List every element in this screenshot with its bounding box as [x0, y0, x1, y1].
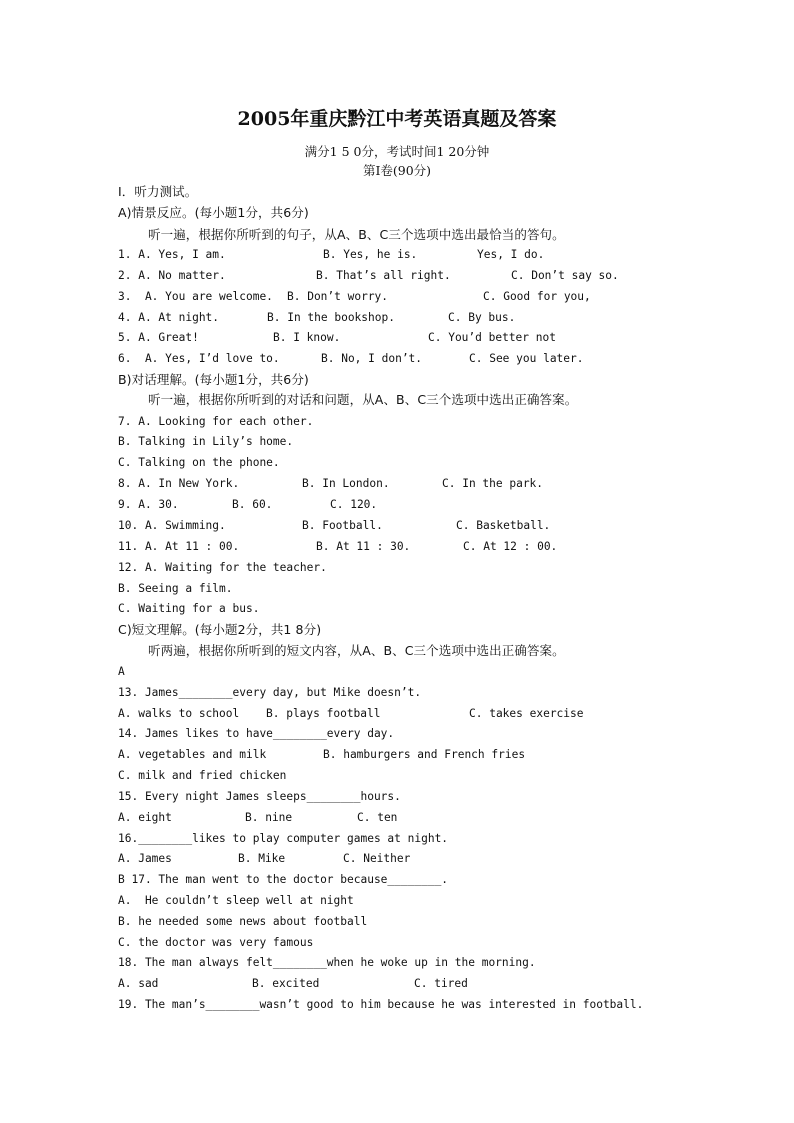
q17-option-c: C. the doctor was very famous [118, 936, 314, 949]
q17-stem: B 17. The man went to the doctor because________. [118, 873, 449, 886]
q16-option-b: B. Mike [238, 852, 286, 865]
q18-option-c: C. tired [414, 977, 468, 990]
q1-option-c: Yes, I do. [477, 248, 545, 261]
passage-a-label: A [118, 665, 125, 678]
q11-option-c: C. At 12 : 00. [463, 540, 558, 553]
q8-option-a: 8. A. In New York. [118, 477, 240, 490]
q7-option-b: B. Talking in Lily’s home. [118, 435, 294, 448]
part-c-instruction: 听两遍，根据你所听到的短文内容，从A、B、C三个选项中选出正确答案。 [148, 643, 565, 658]
q12-option-b: B. Seeing a film. [118, 582, 233, 595]
q15-option-b: B. nine [245, 811, 293, 824]
q18-option-a: A. sad [118, 977, 159, 990]
q15-stem: 15. Every night James sleeps________hours. [118, 790, 401, 803]
q2-option-b: B. That’s all right. [316, 269, 451, 282]
q10-option-a: 10. A. Swimming. [118, 519, 226, 532]
q13-stem: 13. James________every day, but Mike doesn’t. [118, 686, 422, 699]
q14-option-c: C. milk and fried chicken [118, 769, 287, 782]
q12-option-a: 12. A. Waiting for the teacher. [118, 561, 327, 574]
q14-stem: 14. James likes to have________every day. [118, 727, 395, 740]
q9-option-b: B. 60. [232, 498, 273, 511]
q7-option-c: C. Talking on the phone. [118, 456, 280, 469]
q2-option-a: 2. A. No matter. [118, 269, 226, 282]
part-b-instruction: 听一遍，根据你所听到的对话和问题，从A、B、C三个选项中选出正确答案。 [148, 392, 578, 407]
q7-option-a: 7. A. Looking for each other. [118, 415, 314, 428]
q15-option-a: A. eight [118, 811, 172, 824]
volume-heading: 第Ⅰ卷(90分) [362, 163, 432, 178]
q11-option-b: B. At 11 : 30. [316, 540, 411, 553]
q9-option-c: C. 120. [330, 498, 378, 511]
q18-stem: 18. The man always felt________when he woke up in the morning. [118, 956, 536, 969]
q6-option-b: B. No, I don’t. [321, 352, 423, 365]
q19-stem: 19. The man’s________wasn’t good to him because he was interested in football. [118, 998, 644, 1011]
q6-option-c: C. See you later. [469, 352, 584, 365]
q3-option-c: C. Good for you, [483, 290, 591, 303]
document-title: 2005年重庆黔江中考英语真题及答案 [237, 108, 557, 130]
q11-option-a: 11. A. At 11 : 00. [118, 540, 240, 553]
q18-option-b: B. excited [252, 977, 320, 990]
q4-option-c: C. By bus. [448, 311, 516, 324]
q4-option-a: 4. A. At night. [118, 311, 220, 324]
q16-option-a: A. James [118, 852, 172, 865]
q16-stem: 16.________likes to play computer games at night. [118, 832, 449, 845]
section-heading: Ⅰ．听力测试。 [118, 184, 198, 199]
q5-option-c: C. You’d better not [428, 331, 556, 344]
q10-option-b: B. Football. [302, 519, 383, 532]
q5-option-a: 5. A. Great! [118, 331, 199, 344]
part-c-heading: C)短文理解。(每小题2分，共1 8分) [118, 622, 322, 637]
q14-option-a: A. vegetables and milk [118, 748, 267, 761]
q3-option-b: B. Don’t worry. [287, 290, 389, 303]
q8-option-b: B. In London. [302, 477, 390, 490]
q13-option-c: C. takes exercise [469, 707, 584, 720]
q6-option-a: 6. A. Yes, I’d love to. [118, 352, 280, 365]
q9-option-a: 9. A. 30. [118, 498, 179, 511]
q4-option-b: B. In the bookshop. [267, 311, 395, 324]
score-time-line: 满分1 5 0分，考试时间1 20分钟 [304, 144, 490, 159]
q1-option-a: 1. A. Yes, I am. [118, 248, 226, 261]
q17-option-a: A. He couldn’t sleep well at night [118, 894, 354, 907]
q13-option-b: B. plays football [266, 707, 381, 720]
q12-option-c: C. Waiting for a bus. [118, 602, 260, 615]
q10-option-c: C. Basketball. [456, 519, 551, 532]
q1-option-b: B. Yes, he is. [323, 248, 418, 261]
q2-option-c: C. Don’t say so. [511, 269, 619, 282]
q16-option-c: C. Neither [343, 852, 411, 865]
q8-option-c: C. In the park. [442, 477, 544, 490]
q3-option-a: 3. A. You are welcome. [118, 290, 273, 303]
q5-option-b: B. I know. [273, 331, 341, 344]
part-a-heading: A)情景反应。(每小题1分，共6分) [118, 205, 309, 220]
q15-option-c: C. ten [357, 811, 398, 824]
part-b-heading: B)对话理解。(每小题1分，共6分) [118, 372, 309, 387]
q17-option-b: B. he needed some news about football [118, 915, 368, 928]
q14-option-b: B. hamburgers and French fries [323, 748, 526, 761]
part-a-instruction: 听一遍，根据你所听到的句子，从A、B、C三个选项中选出最恰当的答句。 [148, 227, 565, 242]
q13-option-a: A. walks to school [118, 707, 240, 720]
